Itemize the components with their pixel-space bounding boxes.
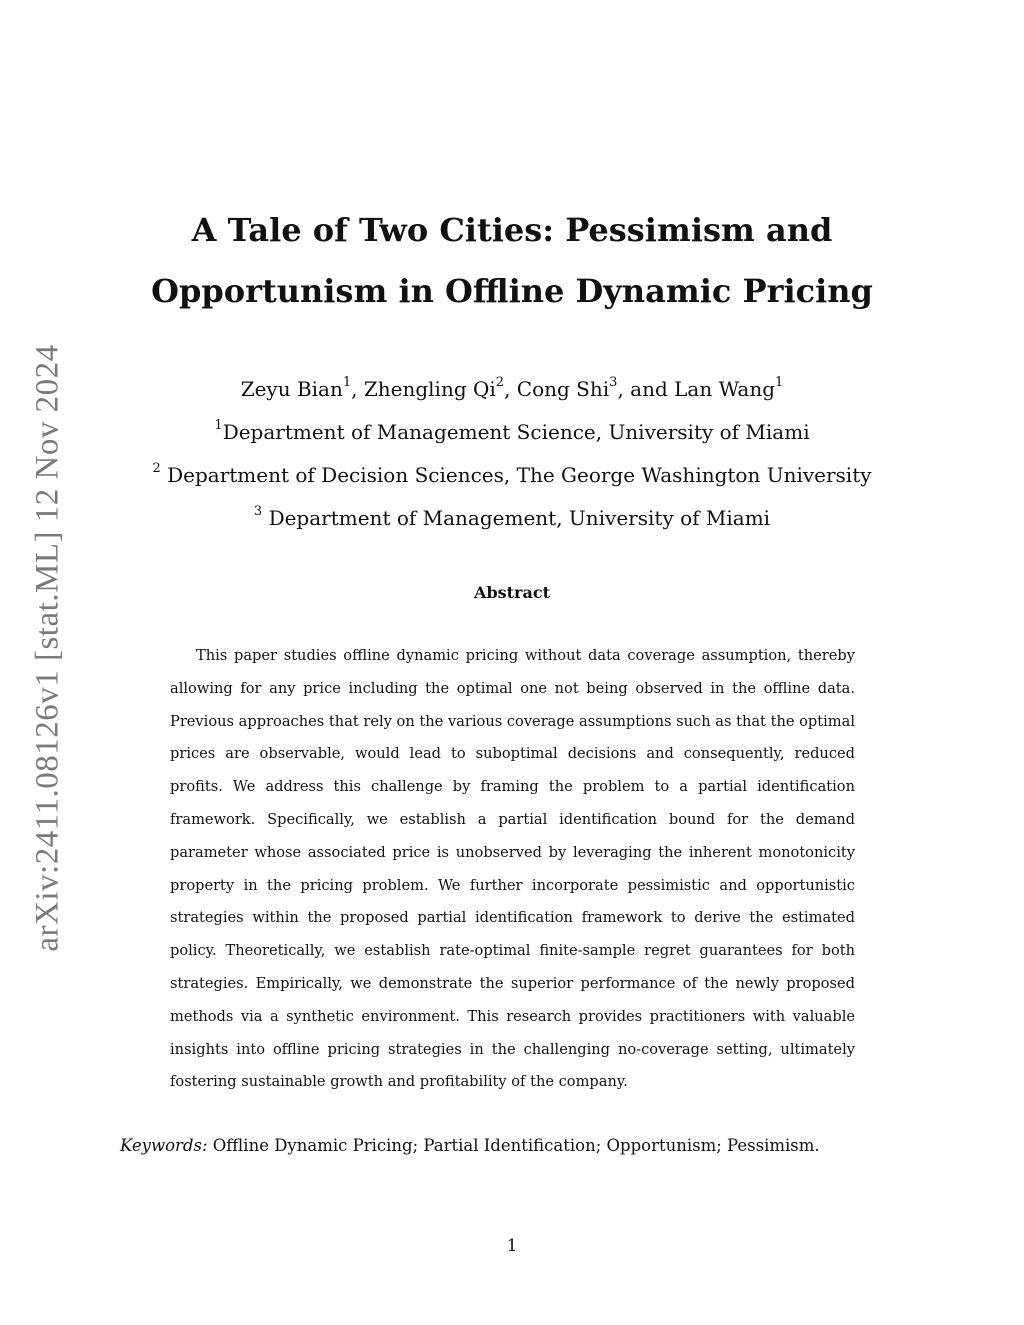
arxiv-identifier-stamp: arXiv:2411.08126v1 [stat.ML] 12 Nov 2024 — [29, 344, 66, 952]
affiliation-1 — [0, 411, 1024, 454]
author-separator: , — [617, 377, 624, 401]
author-separator: , — [504, 377, 511, 401]
affiliation-mark: 3 — [253, 504, 263, 520]
affiliation-mark: 1 — [214, 418, 223, 434]
keywords-label: Keywords: — [120, 1136, 208, 1155]
affiliation-text: Department of Management, University of Miami — [268, 506, 771, 530]
abstract-body: This paper studies offline dynamic pricing without data coverage assumption, thereby allowing for any price including the optimal one not being observed in the offline data. Previous approaches that rely on the various coverage assumptions such as that the optimal prices are observable, would lead to suboptimal decisions and consequently, reduced profits. We address this challenge by framing the problem to a partial identification framework. Specifically, we establish a partial identification bound for the demand parameter whose associated price is unobserved by leveraging the inherent monotonicity property in the pricing problem. We further incorporate pessimistic and opportunistic strategies within the proposed partial identification framework to derive the estimated policy. Theoretically, we establish rate-optimal finite-sample regret guarantees for both strategies. Empirically, we demonstrate the superior performance of the newly proposed methods via a synthetic environment. This research provides practitioners with valuable insights into offline pricing strategies in the challenging no-coverage setting, ultimately fostering sustainable growth and profitability of the company. — [170, 647, 855, 1091]
keywords-line — [120, 1136, 910, 1155]
affiliation-mark: 2 — [152, 461, 161, 477]
page-number: 1 — [506, 1236, 518, 1256]
author-name: and Lan Wang — [630, 377, 776, 401]
affiliation-text: Department of Management Science, University of Miami — [222, 420, 810, 444]
keywords-text: Offline Dynamic Pricing; Partial Identification; Opportunism; Pessimism. — [212, 1136, 820, 1155]
author-name: Cong Shi — [516, 377, 610, 401]
author-list — [0, 368, 1024, 411]
affiliation-text: Department of Decision Sciences, The George Washington University — [167, 463, 872, 487]
author-affiliation-mark: 1 — [342, 375, 352, 391]
paper-title — [140, 200, 884, 322]
author-name: Zhengling Qi — [363, 377, 496, 401]
author-block — [0, 368, 1024, 540]
author-separator: , — [351, 377, 358, 401]
paper-title-line-1: A Tale of Two Cities: Pessimism and — [191, 211, 833, 249]
paper-title-line-2: Opportunism in Offline Dynamic Pricing — [151, 272, 873, 310]
author-affiliation-mark: 2 — [495, 375, 505, 391]
author-affiliation-mark: 3 — [609, 375, 618, 391]
abstract-heading: Abstract — [474, 583, 550, 602]
affiliation-2 — [0, 454, 1024, 497]
author-affiliation-mark: 1 — [775, 375, 784, 391]
affiliation-3 — [0, 497, 1024, 540]
author-name: Zeyu Bian — [240, 377, 343, 401]
